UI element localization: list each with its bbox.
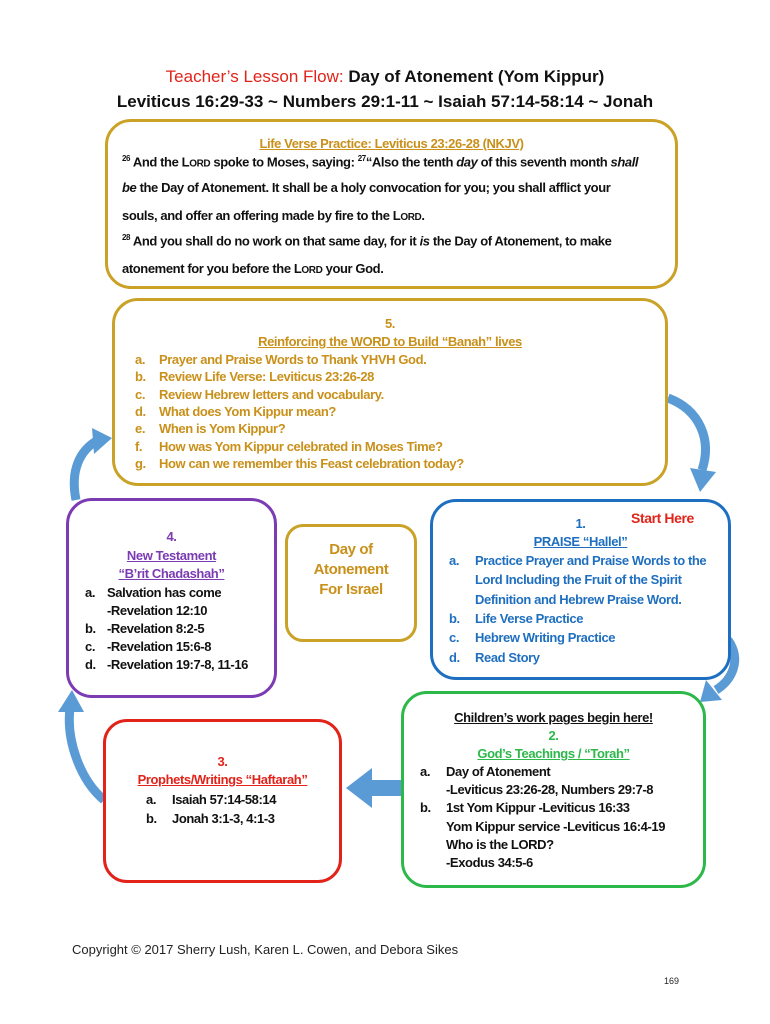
list-item [135, 404, 336, 419]
list-item [135, 439, 443, 454]
list-item-text: -Revelation 19:7-8, 11-16 [107, 657, 249, 672]
step-4-heading-2: “B’rit Chadashah” [118, 566, 225, 581]
start-here-label: Start Here [631, 510, 694, 526]
verse-number-26: 26 [122, 154, 131, 163]
step-4-number: 4. [166, 529, 177, 544]
center-line-1: Day of [329, 541, 373, 558]
verse-text: your God. [322, 261, 384, 276]
list-item-text: Practice Prayer and Praise Words to the [475, 553, 707, 568]
list-item-text: Definition and Hebrew Praise Word. [475, 591, 682, 607]
verse-number-28: 28 [122, 233, 131, 242]
center-line-3: For Israel [319, 581, 383, 598]
verse-line-3 [122, 208, 425, 223]
arrow-left-lower [69, 708, 104, 800]
copyright-notice: Copyright © 2017 Sherry Lush, Karen L. Cowen, and Debora Sikes [72, 942, 459, 957]
list-item [85, 621, 204, 636]
list-item [420, 800, 630, 815]
list-item [420, 855, 533, 870]
life-verse-heading: Life Verse Practice: Leviticus 23:26-28 (NKJV) [259, 136, 524, 151]
list-item-letter: b. [449, 610, 460, 626]
list-item-letter: e. [135, 421, 146, 437]
page-subtitle: Leviticus 16:29-33 ~ Numbers 29:1-11 ~ Isaiah 57:14-58:14 ~ Jonah [116, 92, 654, 111]
list-item-letter: a. [449, 553, 460, 568]
list-item-letter: a. [85, 585, 96, 600]
list-item [449, 572, 682, 587]
list-item-text: Life Verse Practice [475, 610, 584, 626]
step-2-box [401, 691, 706, 888]
list-item [85, 657, 248, 672]
step-1-number: 1. [575, 516, 586, 531]
list-item-text: -Exodus 34:5-6 [446, 855, 533, 870]
list-item [135, 456, 464, 471]
list-item [449, 611, 583, 626]
step-2-heading: God’s Teachings / “Torah” [477, 746, 630, 761]
arrow-right-upper-head [690, 468, 716, 492]
list-item-text: -Revelation 8:2-5 [107, 621, 205, 636]
center-topic-box [285, 524, 417, 642]
center-line-2: Atonement [313, 561, 389, 578]
list-item-letter: a. [146, 792, 157, 807]
step-3-number: 3. [217, 754, 228, 769]
verse-text: And the L [132, 154, 190, 170]
list-item-letter: g. [135, 455, 146, 471]
list-item-text: Review Hebrew letters and vocabulary. [159, 386, 384, 402]
title-prefix: Teacher’s Lesson Flow: [165, 67, 344, 86]
verse-text: . [421, 208, 425, 223]
list-item-letter: d. [135, 403, 146, 419]
step-2-number: 2. [548, 728, 559, 743]
list-item [420, 837, 554, 852]
list-item-letter: b. [146, 811, 157, 826]
list-item-letter: b. [85, 621, 96, 636]
list-item [135, 421, 285, 436]
verse-text: souls, and offer an offering made by fire to the L [122, 208, 401, 223]
verse-line-2 [122, 180, 610, 195]
step-4-heading-1: New Testament [126, 548, 217, 563]
arrow-right-upper [668, 398, 705, 470]
verse-line-4 [122, 233, 611, 248]
verse-text: the Day of Atonement, to make [429, 233, 612, 249]
verse-text: “Also the tenth [365, 154, 457, 170]
list-item-text: Salvation has come [107, 585, 222, 600]
list-item [449, 650, 540, 665]
list-item-letter: a. [135, 352, 146, 367]
verse-italic: is [419, 233, 430, 249]
step-4-box [66, 498, 277, 698]
list-item-text: Hebrew Writing Practice [475, 630, 616, 646]
list-item-text: 1st Yom Kippur -Leviticus 16:33 [446, 800, 630, 816]
verse-text: atonement for you before the L [122, 261, 302, 276]
list-item [420, 782, 653, 797]
list-item [135, 387, 384, 402]
lord-small-caps: ORD [189, 158, 211, 170]
list-item-text: How can we remember this Feast celebration today? [159, 455, 464, 471]
verse-number-27: 27 [357, 154, 366, 163]
list-item-letter: f. [135, 438, 143, 454]
verse-text: And you shall do no work on that same day, for it [132, 233, 420, 249]
arrow-left-upper-head [92, 428, 112, 454]
list-item [85, 585, 221, 600]
list-item-letter: a. [420, 764, 431, 779]
verse-italic: day [456, 154, 478, 170]
list-item-text: Review Life Verse: Leviticus 23:26-28 [159, 369, 374, 385]
step-3-heading: Prophets/Writings “Haftarah” [137, 772, 308, 787]
list-item-text: Read Story [475, 649, 540, 665]
list-item-letter: b. [420, 800, 431, 816]
list-item [420, 764, 550, 779]
lord-small-caps: ORD [400, 212, 422, 223]
list-item-text: Prayer and Praise Words to Thank YHVH God. [159, 352, 427, 367]
step-5-heading: Reinforcing the WORD to Build “Banah” lives [258, 334, 522, 349]
lord-small-caps: ORD [301, 265, 323, 276]
work-pages-intro: Children’s work pages begin here! [454, 710, 653, 725]
step-5-box [112, 298, 668, 486]
list-item-text: -Revelation 12:10 [107, 603, 208, 618]
verse-text: the Day of Atonement. It shall be a holy convocation for you; you shall afflict your [136, 180, 611, 195]
list-item-text: Jonah 3:1-3, 4:1-3 [172, 811, 275, 826]
verse-line-1 [122, 154, 638, 169]
step-1-heading: PRAISE “Hallel” [533, 534, 628, 549]
list-item [85, 639, 211, 654]
list-item-text: How was Yom Kippur celebrated in Moses Time? [159, 438, 443, 454]
verse-text: of this seventh month [477, 154, 611, 170]
arrow-left-head [346, 768, 372, 808]
list-item [135, 369, 374, 384]
list-item-text: Lord Including the Fruit of the Spirit [475, 572, 682, 588]
list-item-text: Who is the LORD? [446, 836, 554, 852]
list-item-letter: c. [85, 639, 96, 654]
list-item-text: When is Yom Kippur? [159, 421, 286, 437]
list-item-text: Day of Atonement [446, 764, 551, 779]
list-item-text: -Leviticus 23:26-28, Numbers 29:7-8 [446, 782, 654, 798]
list-item-text: -Revelation 15:6-8 [107, 639, 212, 654]
list-item-text: Isaiah 57:14-58:14 [172, 792, 277, 807]
verse-line-5 [122, 261, 383, 276]
list-item-letter: d. [449, 649, 460, 665]
list-item-text: Yom Kippur service -Leviticus 16:4-19 [446, 818, 666, 834]
title-main: Day of Atonement (Yom Kippur) [348, 67, 605, 86]
list-item [449, 553, 706, 568]
list-item [449, 592, 681, 607]
list-item-letter: c. [135, 386, 146, 402]
verse-italic: shall [610, 154, 639, 170]
list-item-text: What does Yom Kippur mean? [159, 403, 336, 419]
step-3-box [103, 719, 342, 883]
list-item [146, 811, 275, 826]
page-number: 169 [664, 976, 680, 986]
verse-text: spoke to Moses, saying: [210, 154, 358, 170]
verse-italic: be [122, 180, 137, 195]
list-item [135, 352, 426, 367]
step-5-number: 5. [384, 316, 396, 331]
list-item-letter: b. [135, 369, 146, 385]
arrow-left-body [370, 780, 402, 796]
list-item-letter: c. [449, 630, 460, 646]
list-item [449, 630, 615, 645]
list-item [420, 819, 665, 834]
list-item [85, 603, 207, 618]
list-item-letter: d. [85, 657, 96, 672]
life-verse-box [105, 119, 678, 289]
step-1-box [430, 499, 731, 680]
list-item [146, 792, 276, 807]
